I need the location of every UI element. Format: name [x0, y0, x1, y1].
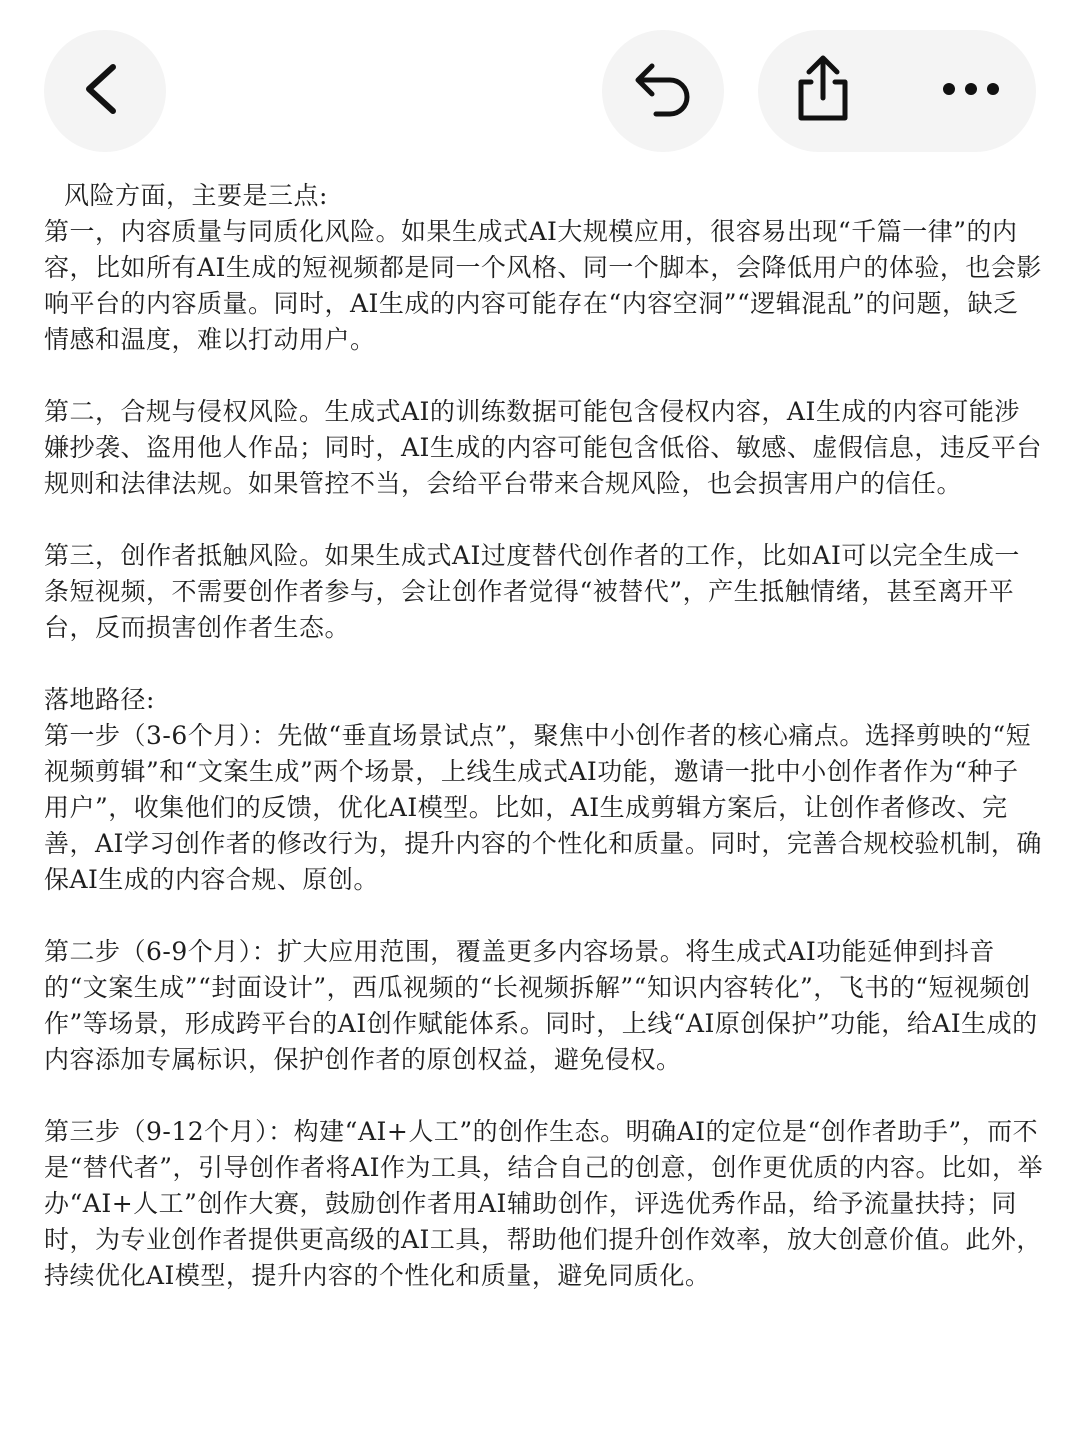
share-button[interactable] [758, 30, 888, 152]
paragraph-gap [44, 898, 1044, 934]
step-paragraph-2: 第二步（6-9个月）：扩大应用范围，覆盖更多内容场景。将生成式AI功能延伸到抖音的“文案生成”“封面设计”，西瓜视频的“长视频拆解”“知识内容转化”，飞书的“短视频创作”等场景，形成跨平台的AI创作赋能体系。同时，上线“AI原创保护”功能，给AI生成的内容添加专属标识，保护创作者的原创权益，避免侵权。 [44, 937, 1038, 1074]
top-toolbar [0, 0, 1080, 160]
step-paragraph-3: 第三步（9-12个月）：构建“AI+人工”的创作生态。明确AI的定位是“创作者助手”，而不是“替代者”，引导创作者将AI作为工具，结合自己的创意，创作更优质的内容。比如，举办“AI+人工”创作大赛，鼓励创作者用AI辅助创作，评选优秀作品，给予流量扶持；同时，为专业创作者提供更高级的AI工具，帮助他们提升创作效率，放大创意价值。此外，持续优化AI模型，提升内容的个性化和质量，避免同质化。 [44, 1117, 1043, 1290]
paragraph-gap [44, 646, 1044, 682]
action-group [758, 30, 1036, 152]
risk-paragraph-2: 第二，合规与侵权风险。生成式AI的训练数据可能包含侵权内容，AI生成的内容可能涉嫌抄袭、盗用他人作品；同时，AI生成的内容可能包含低俗、敏感、虚假信息，违反平台规则和法律法规。如果管控不当，会给平台带来合规风险，也会损害用户的信任。 [44, 397, 1042, 498]
risk-paragraph-3: 第三，创作者抵触风险。如果生成式AI过度替代创作者的工作，比如AI可以完全生成一条短视频，不需要创作者参与，会让创作者觉得“被替代”，产生抵触情绪，甚至离开平台，反而损害创作者生态。 [44, 541, 1020, 642]
risk-paragraph-1: 第一，内容质量与同质化风险。如果生成式AI大规模应用，很容易出现“千篇一律”的内容，比如所有AI生成的短视频都是同一个风格、同一个脚本，会降低用户的体验，也会影响平台的内容质量。同时，AI生成的内容可能存在“内容空洞”“逻辑混乱”的问题，缺乏情感和温度，难以打动用户。 [44, 217, 1042, 354]
more-dots-icon [941, 79, 1001, 103]
paragraph-gap [44, 502, 1044, 538]
path-heading: 落地路径: [44, 685, 155, 714]
paragraph-gap [44, 1078, 1044, 1114]
paragraph-gap [44, 358, 1044, 394]
step-paragraph-1: 第一步（3-6个月）：先做“垂直场景试点”，聚焦中小创作者的核心痛点。选择剪映的“短视频剪辑”和“文案生成”两个场景，上线生成式AI功能，邀请一批中小创作者作为“种子用户”，收集他们的反馈，优化AI模型。比如，AI生成剪辑方案后，让创作者修改、完善，AI学习创作者的修改行为，提升内容的个性化和质量。同时，完善合规校验机制，确保AI生成的内容合规、原创。 [44, 721, 1042, 894]
article-body [44, 178, 1044, 1294]
chevron-left-icon [75, 59, 135, 123]
undo-arrow-icon [630, 56, 696, 126]
share-icon [791, 54, 855, 128]
undo-button[interactable] [602, 30, 724, 152]
risk-heading: 风险方面，主要是三点: [64, 181, 328, 210]
back-button[interactable] [44, 30, 166, 152]
more-button[interactable] [906, 30, 1036, 152]
